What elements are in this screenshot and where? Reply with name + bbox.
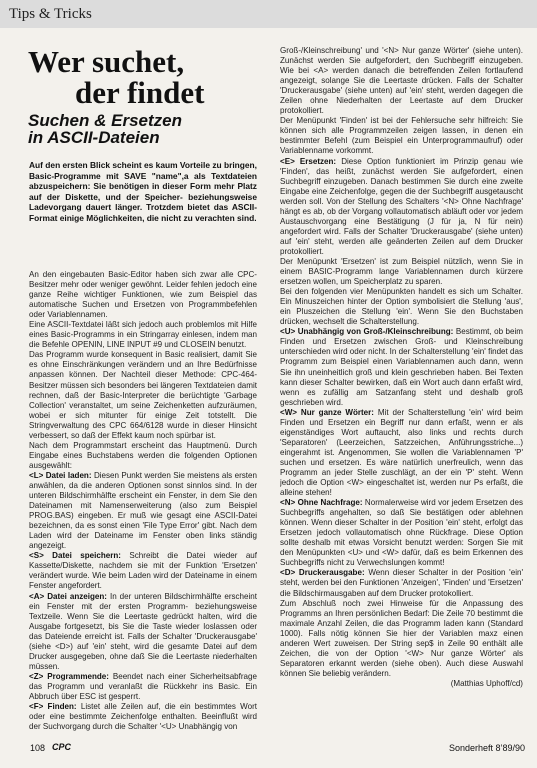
option-heading: <F> Finden:	[29, 702, 77, 712]
option-heading: <W> Nur ganze Wörter:	[280, 407, 374, 417]
paragraph: Bei den folgenden vier Menüpunkten handelt es sich um Schalter. Ein Minuszeichen hinter der Option symbolisiert die Stellung 'aus', ein Pluszeichen die Stellung 'ein'. Wenn Sie den Buchstaben drücken, wechselt die Schalterstellung.	[280, 287, 523, 327]
option-whole-words	[280, 408, 523, 498]
magazine-logo: CPC	[52, 742, 72, 752]
paragraph: Nach dem Programmstart erscheint das Hauptmenü. Durch Eingabe eines Buchstabens werden die folgenden Optionen ausgewählt:	[29, 440, 257, 470]
option-text: Diese Option funktioniert im Prinzip genau wie 'Finden', das heißt, zunächst werden Sie aufgefordert, einen Suchbegriff einzugeben. Danach bestimmen Sie durch eine zweite Eingabe eine Zeichenfolge, gegen die der Suchbegriff ausgetauscht werden soll. Von der Stellung des Schalters '<N> Ohne Nachfrage' hängt es ab, ob der Vorgang vollautomatisch abläuft oder vor jedem Austauschvorgang eine Bestätigung (J für ja, N für nein) angefordert wird. Falls der Schalter 'Druckerausgabe' (siehe unten) auf 'ein' steht, werden alle geänderten Zeilen auf dem Drucker protokolliert.	[280, 156, 523, 256]
option-heading: <A> Datei anzeigen:	[29, 591, 107, 601]
option-text: Mit der Schalterstellung 'ein' wird beim Finden und Ersetzen ein Begriff nur dann erfaßt, wenn er als eigenständiges Wort auftaucht, also links und rechts durch 'Separatoren' (Leerzeichen, Satzzeichen, Anführungsstriche...) eingerahmt ist. Angenommen, Sie wollen die Variablennamen 'P' suchen und ersetzen. Es wäre natürlich unerfreulich, wenn das Programm an jeder Stelle zuschlägt, an der ein 'P' steht. Wenn jedoch die Option <W> eingeschaltet ist, werden nur Ps erfaßt, die alleine stehen!	[280, 407, 523, 498]
option-heading: <N> Ohne Nachfrage:	[280, 498, 363, 508]
option-save	[29, 551, 257, 591]
option-find	[29, 702, 257, 732]
option-replace	[280, 157, 523, 257]
option-text: Bestimmt, ob beim Finden und Ersetzen zwischen Groß- und Kleinschreibung unterschieden wird oder nicht. In der Schalterstellung 'ein' findet das Programm zum Beispiel einen Variablennamen auch dann, wenn Sie ihn uneinheitlich groß und klein geschrieben haben. Bei Texten kann dieser Schalter bewirken, daß ein Wort auch dann erfaßt wird, wenn es zufällig am Satzanfang steht und deshalb groß geschrieben wird.	[280, 327, 523, 407]
left-column	[29, 270, 257, 736]
option-heading: <Z> Programmende:	[29, 671, 109, 681]
option-case	[280, 327, 523, 407]
section-header	[0, 0, 537, 28]
title-line-1: Wer suchet,	[28, 44, 185, 79]
option-heading: <L> Datei laden:	[29, 470, 92, 480]
title-line-2: der findet	[75, 75, 205, 110]
paragraph: An den eingebauten Basic-Editor haben sich zwar alle CPC-Besitzer mehr oder weniger gewöhnt. Leider fehlen jedoch eine ganze Reihe wichtiger Funktionen, wie zum Beispiel das automatische Suchen und Ersetzen von Programmbefehlen oder Variablennamen.	[29, 270, 257, 320]
option-show	[29, 592, 257, 672]
option-heading: <D> Druckerausgabe:	[280, 568, 365, 578]
option-load	[29, 471, 257, 551]
paragraph: Das Programm wurde konsequent in Basic realisiert, damit Sie es ohne Einschränkungen verändern und an Ihre Bedürfnisse anpassen können. Der Nachteil dieser Methode: CPC-464-Besitzer müssen sich besonders bei längeren Textdateien damit rechnen, daß der Basic-Interpreter die berüchtigte 'Garbage Collection' veranstaltet, um seine Zeichenketten aufzuräumen, wobei er sich mitunter für einige Zeit totstellt. Die Stringverwaltung des CPC 664/6128 wurde in dieser Hinsicht verbessert, so daß der Effekt kaum noch spürbar ist.	[29, 350, 257, 440]
option-text: In der unteren Bildschirmhälfte erscheint ein Fenster mit der ersten Programm- beziehungsweise Textzeile. Wenn Sie die Leertaste gedrückt halten, wird die Ausgabe fortgesetzt, bis Sie die Taste wieder loslassen oder das Dateiende erreicht ist. Falls der Schalter 'Druckerausgabe' (siehe <D>) auf 'ein' steht, wird die gesamte Datei auf dem Drucker ausgegeben, ohne daß Sie die Leertaste niederhalten müssen.	[29, 591, 257, 671]
option-text: Listet alle Zeilen auf, die ein bestimmtes Wort oder eine bestimmte Zeichenfolge enthalten. Beeinflußt wird der Suchvorgang durch die Schalter '<U> Unabhängig von	[29, 702, 257, 732]
paragraph: Zum Abschluß noch zwei Hinweise für die Anpassung des Programms an Ihren persönlichen Bedarf: Die Zeile 70 bestimmt die maximale Anzahl Zeilen, die das Programm laden kann (Standard 1000). Falls nötig können Sie hier der Variablen maxz einen anderen Wert zuweisen. Der String sep$ in Zeile 90 enthält alle Zeichen, die von der Option '<W> Nur ganze Wörter' als Separatoren erkannt werden (siehe oben). Auch diese Auswahl können Sie beliebig verändern.	[280, 598, 523, 678]
paragraph: Eine ASCII-Textdatei läßt sich jedoch auch problemlos mit Hilfe eines Basic-Programms in ein Stringarray einlesen, indem man die Befehle OPENIN, LINE INPUT #9 und CLOSEIN benutzt.	[29, 320, 257, 350]
option-text: Schreibt die Datei wieder auf Kassette/Diskette, nachdem sie mit der Funktion 'Ersetzen' verändert wurde. Wie beim Laden wird der Dateiname in einem Fenster angefordert.	[29, 551, 257, 591]
lead-paragraph	[29, 160, 257, 223]
page-number: 108	[30, 743, 46, 753]
author-signature: (Matthias Uphoff/cd)	[450, 678, 523, 688]
option-text: Beendet nach einer Sicherheitsabfrage das Programm und veranlaßt die Rückkehr ins Basic. Ein Abbruch über ESC ist gesperrt.	[29, 671, 257, 701]
article-subtitle	[28, 112, 258, 146]
lead-text: Auf den ersten Blick scheint es kaum Vorteile zu bringen, Basic-Programme mit SAVE "name",a als Textdateien abzuspeichern: Sie benötigen in dieser Form mehr Platz auf der Diskette, und der Speicher- beziehungsweise Ladevorgang dauert länger. Trotzdem bietet das ASCII-Format einige Möglichkeiten, die nicht zu verachten sind.	[29, 160, 257, 223]
subtitle-line-2: in ASCII-Dateien	[28, 128, 160, 147]
option-text: Diesen Punkt werden Sie meistens als ersten anwählen, da die anderen Optionen sonst sinnlos sind. In der unteren Bildschirmhälfte erscheint ein Fenster, in dem Sie den Dateinamen mit Namenserweiterung (also zum Beispiel PROG.BAS) eingeben. Er muß wie gesagt eine ASCII-Datei bezeichnen, da es sonst einen 'File Type Error' gibt. Nach dem Laden wird der Dateiname im Fenster oben links ständig angezeigt.	[29, 470, 257, 551]
option-text: Wenn dieser Schalter in der Position 'ein' steht, werden bei den Funktionen 'Anzeigen', 'Finden' und 'Ersetzen' die Bildschirmausgaben auf dem Drucker protokolliert.	[280, 568, 523, 598]
subtitle-line-1: Suchen & Ersetzen	[28, 111, 182, 130]
article-title	[28, 46, 258, 108]
option-heading: <S> Datei speichern:	[29, 551, 121, 561]
option-heading: <U> Unabhängig von Groß-/Kleinschreibung:	[280, 327, 454, 337]
right-column	[280, 46, 523, 736]
paragraph: Der Menüpunkt 'Finden' ist bei der Fehlersuche sehr hilfreich: Sie können sich alle Programmzeilen zeigen lassen, in denen ein bestimmter Befehl (zum Beispiel ein Unterprogrammaufruf) oder Variablenname vorkommt.	[280, 116, 523, 156]
paragraph: Der Menüpunkt 'Ersetzen' ist zum Beispiel nützlich, wenn Sie in einem BASIC-Programm lange Variablennamen durch kürzere ersetzen wollen, um Speicherplatz zu sparen.	[280, 256, 523, 287]
option-no-prompt	[280, 498, 523, 568]
option-text: Normalerweise wird vor jedem Ersetzen des Suchbegriffs angehalten, so daß Sie bestätigen oder ablehnen können. Wenn dieser Schalter in der Position 'ein' steht, erfolgt das Ersetzen jedoch vollautomatisch ohne Rückfrage. Diese Option sollte deshalb mit etwas Vorsicht benutzt werden: Sorgen Sie mit den Menüpunkten <U> und <W> dafür, daß es beim Erkennen des Suchbegriffs nicht zu Verwechslungen kommt!	[280, 498, 523, 568]
section-title: Tips & Tricks	[9, 6, 92, 22]
paragraph: Groß-/Kleinschreibung' und '<N> Nur ganze Wörter' (siehe unten). Zunächst werden Sie aufgefordert, den Suchbegriff einzugeben. Wie bei <A> werden danach die betreffenden Zeilen fortlaufend angezeigt, solange Sie die Leertaste drücken. Falls der Schalter 'Druckerausgabe' (siehe unten) auf 'ein' steht, werden dagegen die Zeilen ohne Niederhalten der Leertaste auf dem Drucker protokolliert.	[280, 46, 523, 116]
page-footer	[0, 742, 537, 756]
option-heading: <E> Ersetzen:	[280, 156, 337, 166]
option-printer	[280, 568, 523, 598]
issue-label: Sonderheft 8’89/90	[448, 743, 525, 753]
option-end	[29, 672, 257, 702]
